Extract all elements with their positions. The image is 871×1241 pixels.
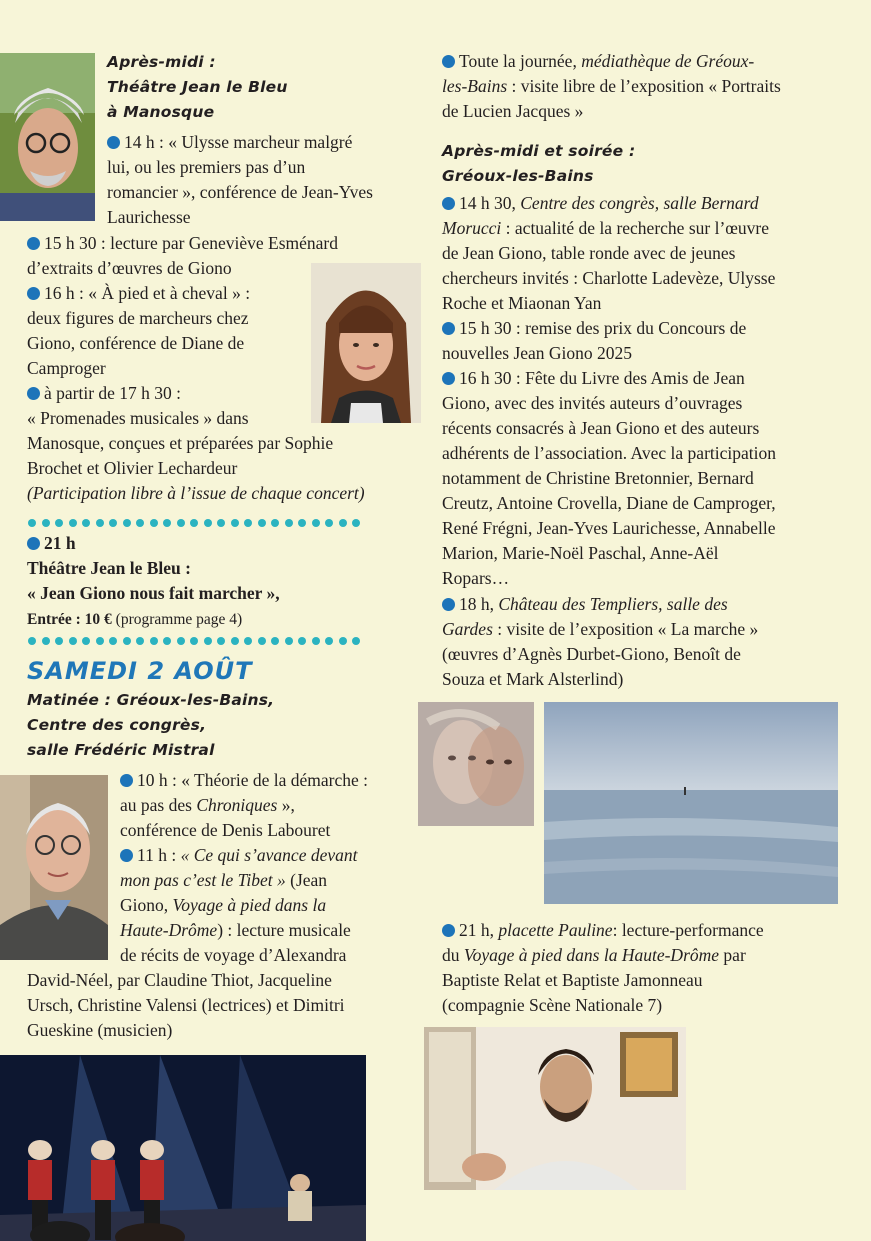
bullet-icon (27, 287, 40, 300)
bullet-icon (442, 197, 455, 210)
bullet-icon (107, 136, 120, 149)
bullet-icon (27, 387, 40, 400)
morning-heading: Matinée : Gréoux-les-Bains, Centre des congrès, salle Frédéric Mistral (27, 691, 275, 759)
photo-performer-reading (424, 1027, 686, 1190)
event-lecture-musicale: 11 h : « Ce qui s’avance devant mon pas c’est le Tibet » (Jean Giono, Voyage à pied dans la Haute-Drôme) : lecture musicale de récits de voyage d’Alexandra (120, 845, 358, 965)
bullet-icon (442, 55, 455, 68)
photo-stage-performance (0, 1055, 366, 1241)
photo-speaker-labouret (0, 775, 108, 960)
event-promenades-musicales: à partir de 17 h 30 : « Promenades musicales » dans Manosque, conçues et préparées par Sophie Brochet et Olivier Lechardeur (Participation libre à l’issue de chaque concert) (27, 383, 365, 503)
dotted-separator (28, 637, 360, 645)
day-heading: SAMEDI 2 AOÛT (27, 657, 253, 685)
event-table-ronde: 14 h 30, Centre des congrès, salle Bernard Morucci : actualité de la recherche sur l’œuvre de Jean Giono, table ronde avec de jeunes chercheurs invités : Charlotte Ladevèze, Ulysse Roche et Miaonan Yan (442, 193, 776, 313)
event-lecture-performance: 21 h, placette Pauline: lecture-performance du Voyage à pied dans la Haute-Drôme par Baptiste Relat et Baptiste Jamonneau (compagnie Scène Nationale 7) (442, 920, 764, 1015)
bullet-icon (120, 774, 133, 787)
bullet-icon (120, 849, 133, 862)
photo-beach-landscape (544, 702, 838, 904)
event-fete-du-livre: 16 h 30 : Fête du Livre des Amis de Jean Giono, avec des invités auteurs d’ouvrages récents consacrés à Jean Giono et des auteurs adhérents de l’association. Avec la participation notamment de Christine Bretonnier, Bernard Creutz, Antoine Crovella, Diane de Camproger, René Frégni, Jean-Yves Laurichesse, Annabelle Marion, Marie-Noël Paschal, Anne-Aël Ropars… (442, 368, 776, 588)
afternoon-heading: Après-midi : Théâtre Jean le Bleu à Manosque (107, 53, 288, 121)
photo-artwork-faces (418, 702, 534, 826)
event-exposition-la-marche: 18 h, Château des Templiers, salle des Gardes : visite de l’exposition « La marche » (œuvres d’Agnès Durbet-Giono, Benoît de Souza et Mark Alsterlind) (442, 594, 759, 689)
event-a-pied-a-cheval: 16 h : « À pied et à cheval » : deux figures de marcheurs chez Giono, conférence de Diane de Camproger (27, 283, 251, 378)
event-remise-prix: 15 h 30 : remise des prix du Concours de nouvelles Jean Giono 2025 (442, 318, 747, 363)
event-theatre-evening: 21 h Théâtre Jean le Bleu : « Jean Giono nous fait marcher », Entrée : 10 € (programme page 4) (27, 533, 280, 628)
dotted-separator (28, 519, 360, 527)
bullet-icon (442, 598, 455, 611)
event-lecture-esmenard: 15 h 30 : lecture par Geneviève Esménard d’extraits d’œuvres de Giono (27, 233, 338, 278)
event-exposition-portraits: Toute la journée, médiathèque de Gréoux- les-Bains : visite libre de l’exposition « Portraits de Lucien Jacques » (442, 51, 781, 121)
event-theorie-demarche: 10 h : « Théorie de la démarche : au pas des Chroniques », conférence de Denis Labouret (120, 770, 368, 840)
bullet-icon (442, 322, 455, 335)
bullet-icon (442, 924, 455, 937)
bullet-icon (27, 237, 40, 250)
evening-heading: Après-midi et soirée : Gréoux-les-Bains (442, 142, 636, 185)
bullet-icon (442, 372, 455, 385)
bullet-icon (27, 537, 40, 550)
event-ulysse-conference: 14 h : « Ulysse marcheur malgré lui, ou les premiers pas d’un romancier », conférence de Jean-Yves Laurichesse (107, 132, 373, 227)
photo-speaker-laurichesse (0, 53, 95, 221)
event-lecture-musicale-cont: David-Néel, par Claudine Thiot, Jacqueline Ursch, Christine Valensi (lectrices) et Dimitri Gueskine (musicien) (27, 970, 345, 1040)
